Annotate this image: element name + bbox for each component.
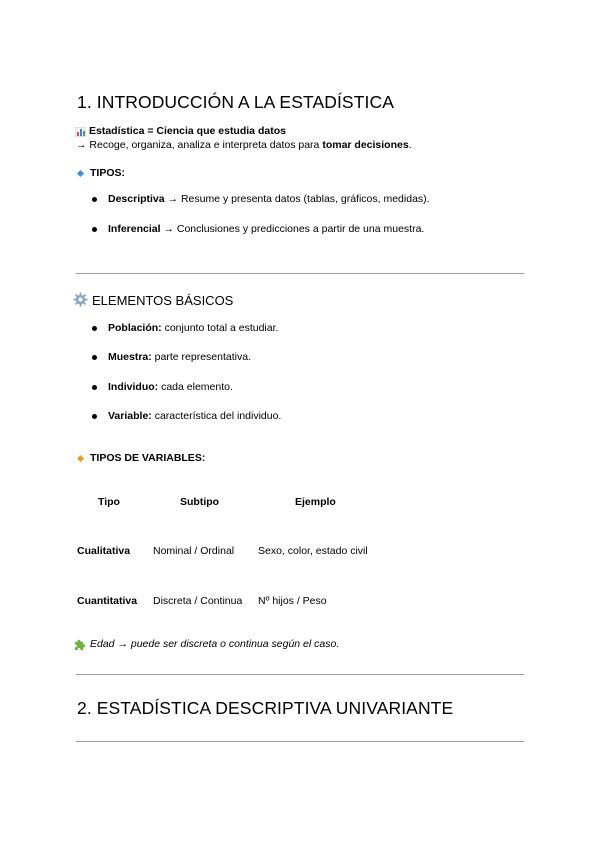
bullet-icon	[92, 355, 97, 360]
list-item-term: Descriptiva	[108, 193, 165, 205]
bar-chart-icon	[75, 127, 86, 137]
section-title-intro: 1. INTRODUCCIÓN A LA ESTADÍSTICA	[77, 92, 394, 112]
definition-text-bold: tomar decisiones	[322, 139, 409, 151]
list-item-text: cada elemento.	[158, 381, 233, 393]
types-heading: TIPOS:	[90, 167, 126, 179]
list-item-text: → Resume y presenta datos (tablas, gráficos, medidas).	[164, 193, 430, 205]
table-header-subtipo: Subtipo	[180, 496, 220, 508]
table-cell: Discreta / Continua	[153, 595, 243, 607]
list-item-term: Muestra:	[108, 351, 152, 363]
definition-heading: Estadística = Ciencia que estudia datos	[89, 125, 286, 137]
bullet-icon	[92, 197, 97, 202]
list-item-individuo	[108, 381, 233, 393]
list-item-variable	[108, 410, 281, 422]
gear-icon	[73, 292, 88, 307]
bullet-icon	[92, 385, 97, 390]
list-item-text: parte representativa.	[151, 351, 251, 363]
list-item-text: conjunto total a estudiar.	[161, 322, 279, 334]
list-item-term: Inferencial	[108, 223, 161, 235]
table-cell: Nº hijos / Peso	[258, 595, 327, 607]
bullet-icon	[92, 227, 97, 232]
definition-text	[76, 139, 412, 151]
list-item-muestra	[108, 351, 251, 363]
elements-heading: ELEMENTOS BÁSICOS	[92, 293, 234, 308]
list-item-descriptiva	[108, 193, 430, 205]
table-cell: Cuantitativa	[77, 595, 138, 607]
section-title-descriptive: 2. ESTADÍSTICA DESCRIPTIVA UNIVARIANTE	[77, 698, 454, 718]
puzzle-icon	[73, 638, 86, 651]
list-item-text: → Conclusiones y predicciones a partir de una muestra.	[160, 223, 425, 235]
divider	[76, 273, 524, 274]
divider	[76, 674, 524, 675]
orange-diamond-icon	[77, 455, 84, 462]
list-item-term: Población:	[108, 322, 162, 334]
variable-types-heading: TIPOS DE VARIABLES:	[90, 452, 206, 464]
list-item-inferencial	[108, 223, 424, 235]
list-item-text: característica del individuo.	[151, 410, 282, 422]
note-text: Edad → puede ser discreta o continua según el caso.	[90, 638, 340, 650]
list-item-term: Individuo:	[108, 381, 159, 393]
divider	[76, 741, 524, 742]
bullet-icon	[92, 326, 97, 331]
list-item-poblacion	[108, 322, 278, 334]
definition-text-prefix: → Recoge, organiza, analiza e interpreta datos para	[76, 139, 323, 151]
table-header-tipo: Tipo	[98, 496, 120, 508]
table-cell: Nominal / Ordinal	[153, 545, 235, 557]
bullet-icon	[92, 414, 97, 419]
blue-diamond-icon	[77, 170, 84, 177]
definition-text-suffix: .	[408, 139, 412, 151]
table-cell: Cualitativa	[77, 545, 131, 557]
table-header-ejemplo: Ejemplo	[295, 496, 336, 508]
list-item-term: Variable:	[108, 410, 152, 422]
table-cell: Sexo, color, estado civil	[258, 545, 368, 557]
